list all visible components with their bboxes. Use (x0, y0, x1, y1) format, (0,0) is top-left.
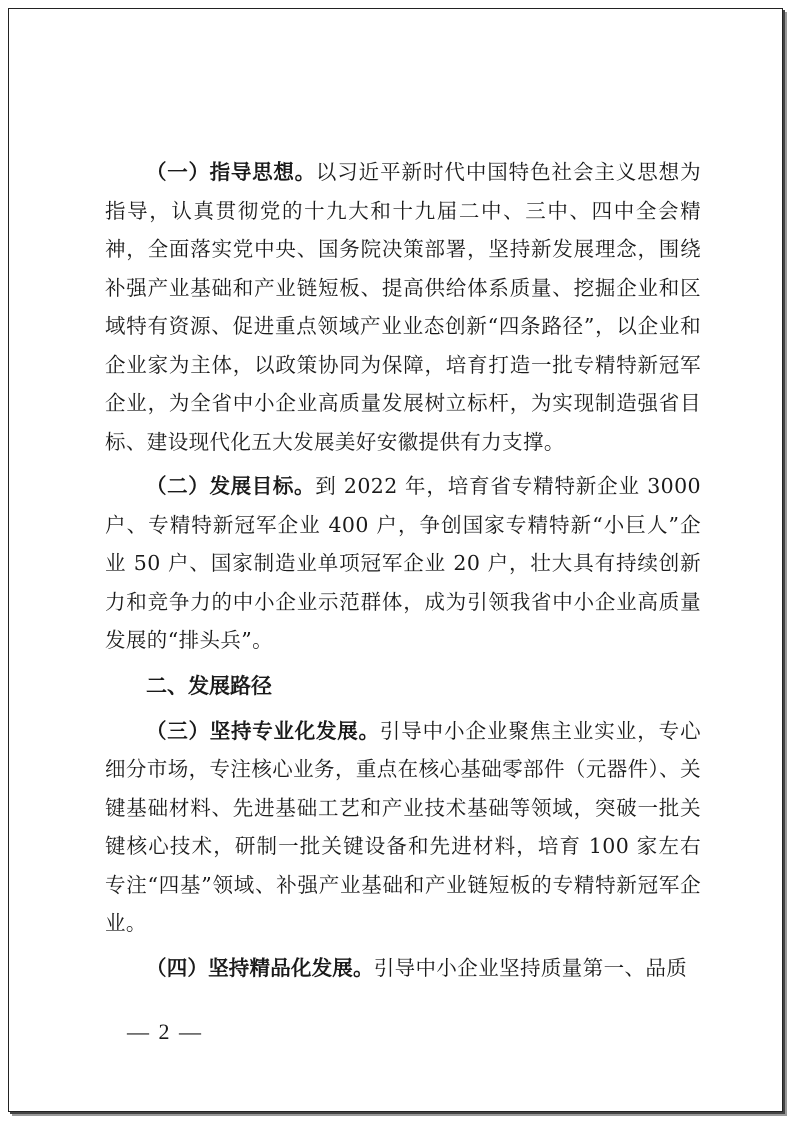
paragraph-heading: （三）坚持专业化发展。 (146, 718, 380, 743)
paragraph-heading: （二）发展目标。 (146, 474, 316, 498)
paragraph-refinement (105, 949, 701, 988)
document-page (8, 8, 783, 1112)
paragraph-heading: （四）坚持精品化发展。 (146, 955, 374, 980)
page-number: — 2 — (127, 1019, 203, 1044)
paragraph-text: 以习近平新时代中国特色社会主义思想为指导，认真贯彻党的十九大和十九届二中、三中、四中全会精神，全面落实党中央、国务院决策部署，坚持新发展理念，围绕补强产业基础和产业链短板、提高供给体系质量、挖掘企业和区域特有资源、促进重点领域产业业态创新“四条路径”，以企业和企业家为主体，以政策协同为保障，培育打造一批专精特新冠军企业，为全省中小企业高质量发展树立标杆，为实现制造强省目标、建设现代化五大发展美好安徽提供有力支撑。 (105, 160, 701, 454)
section-title: 二、发展路径 (146, 673, 272, 698)
paragraph-text: 到 2022 年，培育省专精特新企业 3000 户、专精特新冠军企业 400 户，争创国家专精特新“小巨人”企业 50 户、国家制造业单项冠军企业 20 户，壮大具有持续创新力和竞争力的中小企业示范群体，成为引领我省中小企业高质量发展的“排头兵”。 (105, 474, 701, 652)
paragraph-heading: （一）指导思想。 (146, 160, 316, 184)
paragraph-specialization (105, 712, 701, 943)
paragraph-text: 引导中小企业聚焦主业实业，专心细分市场，专注核心业务，重点在核心基础零部件（元器件）、关键基础材料、先进基础工艺和产业技术基础等领域，突破一批关键核心技术，研制一批关键设备和先进材料，培育 100 家左右专注“四基”领域、补强产业基础和产业链短板的专精特新冠军企业。 (105, 718, 702, 935)
paragraph-guiding-thought (105, 153, 701, 461)
paragraph-development-goals (105, 467, 701, 660)
document-body (105, 153, 701, 987)
paragraph-text: 引导中小企业坚持质量第一、品质 (373, 955, 688, 980)
